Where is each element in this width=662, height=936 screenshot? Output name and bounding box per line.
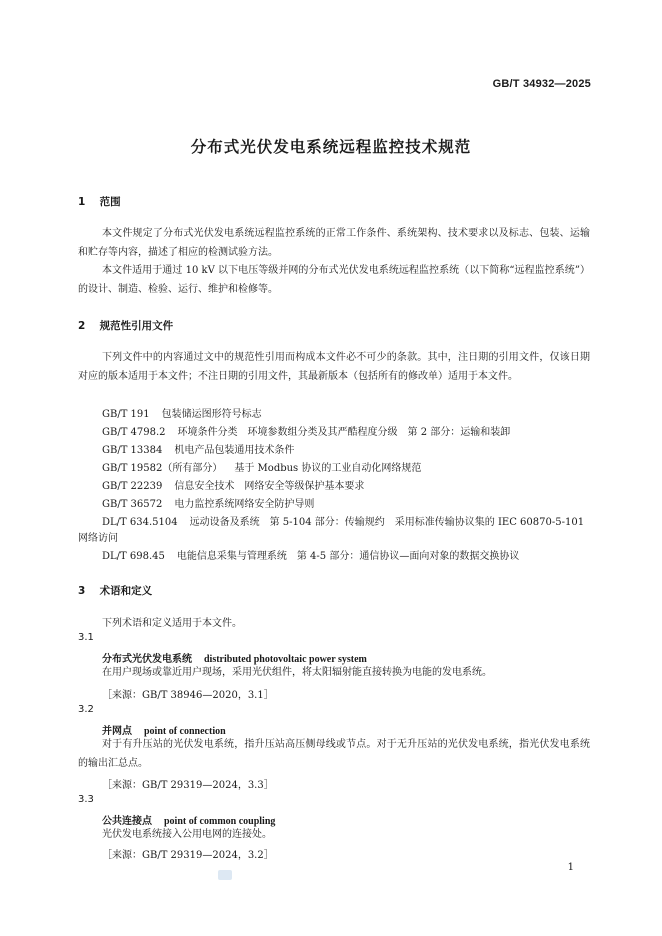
section-2-heading: [78, 318, 173, 333]
term-source: ［来源：GB/T 29319—2024，3.2］: [102, 850, 274, 861]
section-title: 范围: [99, 196, 121, 208]
reference-item: [102, 495, 314, 510]
term-source: ［来源：GB/T 38946—2020，3.1］: [102, 690, 274, 701]
term-chinese: 分布式光伏发电系统: [102, 654, 192, 665]
reference-title: 基于 Modbus 协议的工业自动化网络规范: [234, 463, 422, 474]
reference-item: [102, 477, 364, 492]
reference-title: 包装储运图形符号标志: [161, 409, 262, 420]
term-chinese: 并网点: [102, 726, 132, 737]
section-1-heading: [78, 194, 121, 209]
scope-paragraph-2: 本文件适用于通过 10 kV 以下电压等级并网的分布式光伏发电系统远程监控系统（以下简称“远程监控系统”）的设计、制造、检验、运行、维护和检修等。: [78, 265, 590, 295]
reference-title: 环境条件分类 环境参数组分类及其严酷程度分级 第 2 部分：运输和装卸: [177, 427, 511, 438]
reference-title: 电能信息采集与管理系统 第 4-5 部分：通信协议—面向对象的数据交换协议: [176, 551, 520, 562]
reference-code: GB/T 36572: [102, 499, 163, 510]
reference-item: [102, 547, 519, 562]
standard-number: GB/T 34932—2025: [492, 78, 591, 90]
section-number: 3: [78, 585, 86, 597]
term-english: point of common coupling: [164, 816, 276, 827]
document-title: 分布式光伏发电系统远程监控技术规范: [190, 138, 472, 156]
reference-code: GB/T 19582（所有部分）: [102, 463, 223, 474]
term-number: 3.1: [78, 632, 94, 643]
term-definition: 光伏发电系统接入公用电网的连接处。: [102, 829, 272, 840]
section-number: 2: [78, 320, 86, 332]
reference-item: [102, 423, 510, 438]
term-english: distributed photovoltaic power system: [204, 654, 367, 665]
reference-code: GB/T 4798.2: [102, 427, 166, 438]
reference-code: GB/T 22239: [102, 481, 163, 492]
term-definition: 在用户现场或靠近用户现场，采用光伏组件，将太阳辐射能直接转换为电能的发电系统。: [102, 667, 492, 678]
reference-continuation: 网络访问: [78, 533, 118, 544]
scope-paragraph-1: 本文件规定了分布式光伏发电系统远程监控系统的正常工作条件、系统架构、技术要求以及标志、包装、运输和贮存等内容，描述了相应的检测试验方法。: [78, 228, 590, 258]
reference-item: [102, 459, 421, 474]
term-definition: 对于有升压站的光伏发电系统，指升压站高压侧母线或节点。对于无升压站的光伏发电系统，指光伏发电系统的输出汇总点。: [78, 739, 590, 769]
section-title: 术语和定义: [99, 585, 153, 597]
term-heading: [102, 812, 275, 827]
watermark-logo: [218, 870, 232, 880]
reference-code: DL/T 634.5104: [102, 517, 178, 528]
term-number: 3.3: [78, 794, 94, 805]
section-title: 规范性引用文件: [99, 320, 174, 332]
reference-code: DL/T 698.45: [102, 551, 165, 562]
reference-code: GB/T 191: [102, 409, 150, 420]
page-number: 1: [567, 862, 574, 873]
reference-item: [102, 405, 262, 420]
normative-intro-paragraph: 下列文件中的内容通过文中的规范性引用而构成本文件必不可少的条款。其中，注日期的引用文件，仅该日期对应的版本适用于本文件；不注日期的引用文件，其最新版本（包括所有的修改单）适用于本文件。: [78, 352, 590, 382]
term-chinese: 公共连接点: [102, 816, 152, 827]
reference-title: 信息安全技术 网络安全等级保护基本要求: [174, 481, 365, 492]
reference-title: 电力监控系统网络安全防护导则: [174, 499, 315, 510]
reference-title: 机电产品包装通用技术条件: [174, 445, 295, 456]
term-heading: [102, 650, 367, 665]
reference-item: [102, 441, 294, 456]
reference-title: 远动设备及系统 第 5-104 部分：传输规约 采用标准传输协议集的 IEC 60870-5-101: [189, 517, 585, 528]
section-3-heading: [78, 583, 152, 598]
term-source: ［来源：GB/T 29319—2024，3.3］: [102, 780, 274, 791]
reference-item: [102, 513, 584, 528]
term-number: 3.2: [78, 704, 94, 715]
section-number: 1: [78, 196, 86, 208]
reference-code: GB/T 13384: [102, 445, 163, 456]
term-heading: [102, 722, 226, 737]
term-english: point of connection: [144, 726, 226, 737]
terms-intro: 下列术语和定义适用于本文件。: [102, 618, 242, 629]
